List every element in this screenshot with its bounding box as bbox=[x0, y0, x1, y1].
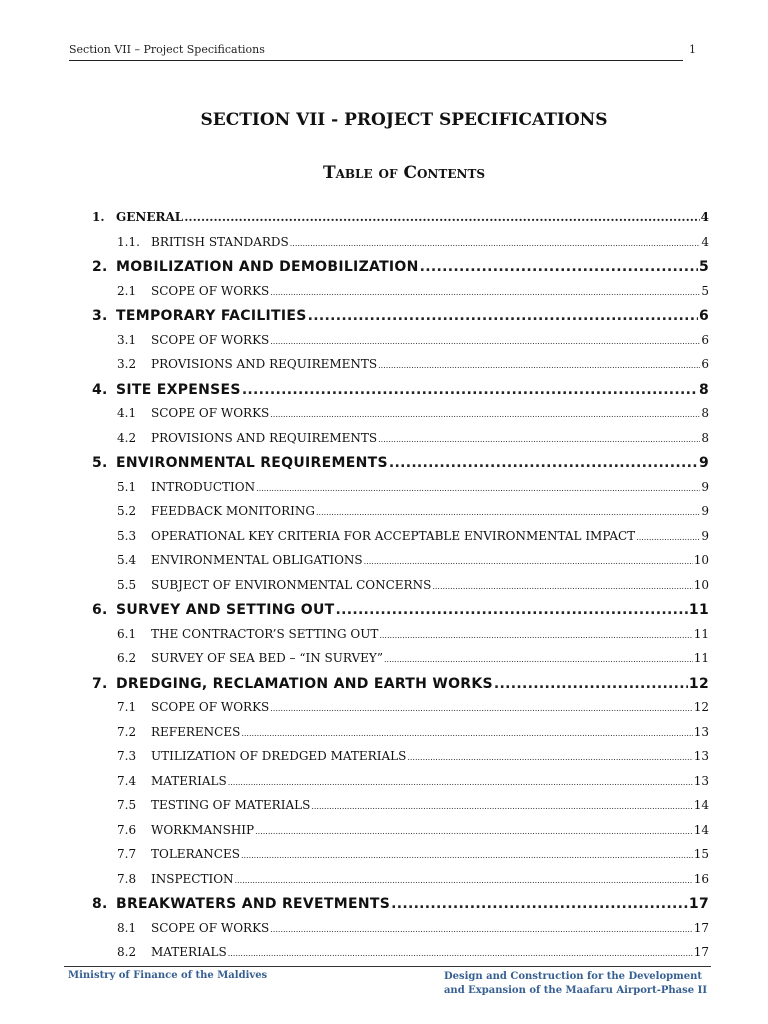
toc-entry-title: MOBILIZATION AND DEMOBILIZATION bbox=[116, 259, 419, 275]
toc-entry-title: OPERATIONAL KEY CRITERIA FOR ACCEPTABLE ENVIRONMENTAL IMPACT bbox=[151, 528, 636, 543]
toc-dot-leader bbox=[316, 508, 700, 517]
toc-entry-page: 5 bbox=[701, 283, 709, 298]
toc-entry-number: 5.3 bbox=[117, 528, 137, 543]
footer-project-line2: and Expansion of the Maafaru Airport-Phase II bbox=[443, 985, 707, 996]
toc-entry-title: GENERAL bbox=[116, 210, 184, 224]
toc-subsection-entry[interactable] bbox=[92, 872, 709, 897]
toc-entry-page: 9 bbox=[701, 479, 709, 494]
toc-entry-title: MATERIALS bbox=[151, 773, 227, 788]
toc-dot-leader bbox=[270, 925, 692, 934]
toc-entry-number: 1. bbox=[92, 210, 105, 224]
footer-project bbox=[444, 970, 707, 998]
toc-dot-leader bbox=[308, 308, 698, 324]
toc-entry-page: 8 bbox=[698, 381, 709, 398]
toc-entry-number: 8.2 bbox=[117, 945, 137, 959]
toc-subsection-entry[interactable] bbox=[92, 749, 709, 774]
toc-subsection-entry[interactable] bbox=[92, 333, 709, 358]
toc-entry-number: 7.3 bbox=[117, 749, 137, 763]
toc-subsection-entry[interactable] bbox=[92, 700, 709, 725]
toc-subsection-entry[interactable] bbox=[92, 431, 709, 456]
toc-dot-leader bbox=[311, 802, 692, 811]
toc-entry-number: 5.5 bbox=[117, 577, 137, 592]
toc-entry-number: 4. bbox=[92, 381, 108, 398]
toc-entry-number: 5.4 bbox=[117, 553, 137, 567]
toc-entry-page: 17 bbox=[693, 945, 709, 959]
toc-entry-page: 5 bbox=[698, 259, 709, 275]
toc-entry-number: 7.7 bbox=[117, 847, 137, 861]
toc-entry-title: INSPECTION bbox=[151, 871, 234, 886]
toc-dot-leader bbox=[335, 602, 687, 618]
toc-dot-leader bbox=[494, 676, 688, 692]
toc-subsection-entry[interactable] bbox=[92, 725, 709, 750]
toc-entry-page: 8 bbox=[701, 406, 709, 420]
toc-entry-number: 7.6 bbox=[117, 822, 137, 837]
toc-entry-title: SCOPE OF WORKS bbox=[151, 406, 270, 420]
toc-entry-number: 7. bbox=[92, 675, 108, 692]
toc-entry-number: 2.1 bbox=[117, 283, 137, 298]
toc-entry-page: 6 bbox=[701, 332, 709, 347]
toc-dot-leader bbox=[270, 410, 700, 419]
toc-entry-title: SURVEY OF SEA BED – “IN SURVEY” bbox=[151, 651, 383, 665]
toc-section-entry[interactable] bbox=[92, 382, 709, 407]
toc-section-entry[interactable] bbox=[92, 210, 709, 235]
toc-dot-leader bbox=[384, 655, 693, 664]
toc-entry-number: 3. bbox=[92, 308, 108, 324]
toc-dot-leader bbox=[432, 582, 692, 591]
toc-section-entry[interactable] bbox=[92, 455, 709, 480]
toc-subsection-entry[interactable] bbox=[92, 406, 709, 431]
toc-dot-leader bbox=[391, 896, 688, 912]
toc-dot-leader bbox=[256, 484, 700, 493]
toc-subsection-entry[interactable] bbox=[92, 480, 709, 505]
toc-dot-leader bbox=[242, 382, 698, 398]
toc-subsection-entry[interactable] bbox=[92, 284, 709, 309]
toc-entry-page: 16 bbox=[693, 871, 709, 886]
toc-dot-leader bbox=[420, 259, 698, 275]
footer-project-line1: Design and Construction for the Development bbox=[443, 971, 702, 982]
toc-subsection-entry[interactable] bbox=[92, 357, 709, 382]
toc-entry-page: 17 bbox=[693, 920, 709, 935]
toc-subsection-entry[interactable] bbox=[92, 504, 709, 529]
toc-entry-page: 15 bbox=[693, 847, 709, 861]
toc-subsection-entry[interactable] bbox=[92, 921, 709, 946]
toc-dot-leader bbox=[241, 851, 693, 860]
toc-subsection-entry[interactable] bbox=[92, 627, 709, 652]
toc-section-entry[interactable] bbox=[92, 896, 709, 921]
toc-entry-title: TOLERANCES bbox=[151, 847, 240, 861]
toc-entry-page: 4 bbox=[700, 210, 709, 224]
toc-entry-number: 7.2 bbox=[117, 724, 137, 739]
toc-entry-title: THE CONTRACTOR’S SETTING OUT bbox=[151, 626, 379, 641]
toc-entry-title: SCOPE OF WORKS bbox=[151, 283, 270, 298]
toc-section-entry[interactable] bbox=[92, 602, 709, 627]
toc-entry-number: 7.5 bbox=[117, 798, 137, 812]
toc-entry-title: FEEDBACK MONITORING bbox=[151, 504, 315, 518]
toc-dot-leader bbox=[241, 729, 692, 738]
toc-dot-leader bbox=[364, 557, 693, 566]
toc-entry-number: 4.1 bbox=[117, 406, 137, 420]
running-header bbox=[69, 42, 696, 61]
toc-entry-title: ENVIRONMENTAL REQUIREMENTS bbox=[116, 455, 388, 471]
toc-entry-number: 7.8 bbox=[117, 871, 137, 886]
toc-entry-number: 3.2 bbox=[117, 357, 137, 371]
toc-entry-title: BREAKWATERS AND REVETMENTS bbox=[116, 896, 391, 912]
toc-section-entry[interactable] bbox=[92, 676, 709, 701]
toc-entry-title: DREDGING, RECLAMATION AND EARTH WORKS bbox=[116, 675, 493, 692]
toc-section-entry[interactable] bbox=[92, 308, 709, 333]
toc-dot-leader bbox=[228, 778, 693, 787]
table-of-contents bbox=[92, 210, 709, 970]
toc-entry-page: 9 bbox=[701, 504, 709, 518]
toc-entry-page: 12 bbox=[693, 700, 709, 714]
toc-entry-title: SCOPE OF WORKS bbox=[151, 920, 270, 935]
toc-entry-title: ENVIRONMENTAL OBLIGATIONS bbox=[151, 553, 363, 567]
toc-entry-page: 12 bbox=[688, 675, 709, 692]
toc-entry-number: 8.1 bbox=[117, 920, 137, 935]
toc-dot-leader bbox=[270, 337, 700, 346]
toc-entry-number: 4.2 bbox=[117, 430, 137, 445]
toc-dot-leader bbox=[184, 210, 699, 224]
toc-heading: Table of Contents bbox=[322, 163, 486, 183]
toc-entry-title: SCOPE OF WORKS bbox=[151, 700, 270, 714]
toc-dot-leader bbox=[255, 827, 693, 836]
toc-entry-page: 17 bbox=[688, 896, 709, 912]
toc-entry-title: SUBJECT OF ENVIRONMENTAL CONCERNS bbox=[151, 577, 432, 592]
toc-entry-number: 6.2 bbox=[117, 651, 137, 665]
toc-subsection-entry[interactable] bbox=[92, 651, 709, 676]
toc-entry-page: 10 bbox=[693, 553, 709, 567]
toc-entry-title: PROVISIONS AND REQUIREMENTS bbox=[151, 430, 378, 445]
toc-entry-page: 11 bbox=[693, 626, 709, 641]
toc-entry-title: PROVISIONS AND REQUIREMENTS bbox=[151, 357, 378, 371]
toc-entry-title: UTILIZATION OF DREDGED MATERIALS bbox=[151, 749, 407, 763]
toc-entry-page: 4 bbox=[701, 234, 709, 249]
toc-dot-leader bbox=[235, 876, 693, 885]
toc-entry-page: 13 bbox=[693, 773, 709, 788]
toc-dot-leader bbox=[228, 949, 693, 958]
toc-entry-number: 5.2 bbox=[117, 504, 137, 518]
toc-entry-title: INTRODUCTION bbox=[151, 479, 256, 494]
toc-subsection-entry[interactable] bbox=[92, 529, 709, 554]
toc-entry-title: SURVEY AND SETTING OUT bbox=[116, 602, 335, 618]
toc-dot-leader bbox=[270, 288, 700, 297]
toc-entry-number: 7.1 bbox=[117, 700, 137, 714]
toc-entry-page: 11 bbox=[688, 602, 709, 618]
toc-entry-page: 14 bbox=[693, 798, 709, 812]
header-page-number: 1 bbox=[689, 43, 696, 56]
toc-entry-title: REFERENCES bbox=[151, 724, 241, 739]
toc-entry-page: 9 bbox=[701, 528, 709, 543]
toc-entry-page: 6 bbox=[701, 357, 709, 371]
toc-entry-page: 14 bbox=[693, 822, 709, 837]
toc-subsection-entry[interactable] bbox=[92, 553, 709, 578]
toc-subsection-entry[interactable] bbox=[92, 847, 709, 872]
document-title: SECTION VII - PROJECT SPECIFICATIONS bbox=[200, 110, 608, 130]
toc-subsection-entry[interactable] bbox=[92, 798, 709, 823]
toc-entry-page: 9 bbox=[698, 455, 709, 471]
footer-ministry: Ministry of Finance of the Maldives bbox=[68, 970, 268, 981]
toc-entry-title: SCOPE OF WORKS bbox=[151, 332, 270, 347]
toc-entry-page: 13 bbox=[693, 724, 709, 739]
toc-dot-leader bbox=[378, 435, 700, 444]
toc-entry-title: TESTING OF MATERIALS bbox=[151, 798, 311, 812]
toc-entry-number: 6.1 bbox=[117, 626, 137, 641]
toc-entry-number: 5. bbox=[92, 455, 108, 471]
toc-entry-page: 11 bbox=[693, 651, 709, 665]
toc-dot-leader bbox=[290, 239, 701, 248]
toc-dot-leader bbox=[378, 361, 700, 370]
toc-subsection-entry[interactable] bbox=[92, 774, 709, 799]
toc-entry-title: MATERIALS bbox=[151, 945, 227, 959]
toc-entry-title: SITE EXPENSES bbox=[116, 381, 241, 398]
toc-dot-leader bbox=[379, 631, 692, 640]
toc-entry-page: 13 bbox=[693, 749, 709, 763]
page-footer bbox=[64, 966, 711, 1007]
toc-entry-number: 2. bbox=[92, 259, 108, 275]
toc-entry-title: BRITISH STANDARDS bbox=[151, 234, 289, 249]
toc-dot-leader bbox=[389, 455, 698, 471]
toc-subsection-entry[interactable] bbox=[92, 235, 709, 260]
toc-entry-number: 3.1 bbox=[117, 332, 137, 347]
toc-entry-number: 5.1 bbox=[117, 479, 137, 494]
toc-entry-page: 6 bbox=[698, 308, 709, 324]
header-title: Section VII – Project Specifications bbox=[69, 43, 265, 56]
toc-entry-title: TEMPORARY FACILITIES bbox=[116, 308, 307, 324]
toc-entry-title: WORKMANSHIP bbox=[151, 822, 255, 837]
toc-subsection-entry[interactable] bbox=[92, 578, 709, 603]
toc-section-entry[interactable] bbox=[92, 259, 709, 284]
toc-subsection-entry[interactable] bbox=[92, 823, 709, 848]
toc-dot-leader bbox=[407, 753, 692, 762]
toc-entry-number: 1.1. bbox=[117, 234, 140, 249]
toc-entry-page: 10 bbox=[693, 577, 709, 592]
toc-dot-leader bbox=[270, 704, 692, 713]
toc-entry-page: 8 bbox=[701, 430, 709, 445]
toc-entry-number: 7.4 bbox=[117, 773, 137, 788]
toc-entry-number: 8. bbox=[92, 896, 108, 912]
toc-entry-number: 6. bbox=[92, 602, 108, 618]
toc-dot-leader bbox=[636, 533, 700, 542]
